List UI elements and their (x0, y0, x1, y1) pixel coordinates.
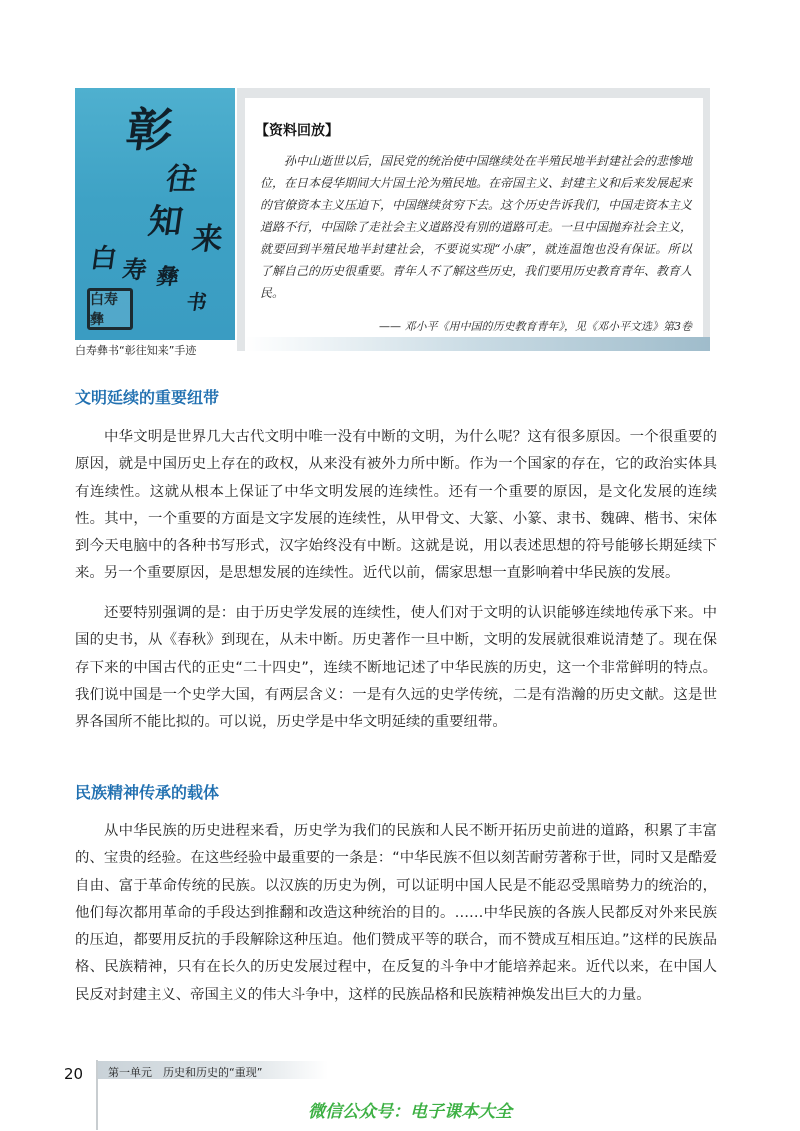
page-number: 20 (64, 1065, 84, 1083)
calligraphy-char: 来 (190, 222, 225, 257)
section-heading-national-spirit: 民族精神传承的载体 (75, 783, 220, 802)
section1-paragraph-1: 中华文明是世界几大古代文明中唯一没有中断的文明，为什么呢？这有很多原因。一个很重要的原因，就是中国历史上存在的政权，从来没有被外力所中断。作为一个国家的存在，它的政治实体具有连续性。这就从根本上保证了中华文明发展的连续性。还有一个重要的原因，是文化发展的连续性。其中，一个重要的方面是文字发展的连续性，从甲骨文、大篆、小篆、隶书、魏碑、楷书、宋体到今天电脑中的各种书写形式，汉字始终没有中断。这就是说，用以表述思想的符号能够长期延续下来。另一个重要原因，是思想发展的连续性。近代以前，儒家思想一直影响着中华民族的发展。 (75, 429, 717, 582)
calligraphy-char: 往 (164, 162, 199, 197)
calligraphy-char: 白 (88, 244, 119, 274)
calligraphy-char: 彝 (154, 264, 181, 290)
calligraphy-char: 彰 (122, 103, 177, 157)
resource-panel-body: 孙中山逝世以后，国民党的统治使中国继续处在半殖民地半封建社会的悲惨地位，在日本侵华期间大片国土沦为殖民地。在帝国主义、封建主义和后来发展起来的官僚资本主义压迫下，中国继续贫穷下去。这个历史告诉我们，中国走资本主义道路不行，中国除了走社会主义道路没有别的道路可走。一旦中国抛弃社会主义，就要回到半殖民地半封建社会，不要说实现“小康”，就连温饱也没有保证。所以了解自己的历史很重要。青年人不了解这些历史，我们要用历史教育青年、教育人民。 (260, 154, 693, 300)
seal-stamp (87, 288, 133, 330)
resource-panel-title: 【资料回放】 (255, 123, 339, 139)
seal-text: 白寿彝 (90, 292, 118, 328)
calligraphy-char: 寿 (120, 255, 149, 284)
section1-paragraph-2: 还要特别强调的是：由于历史学发展的连续性，使人们对于文明的认识能够连续地传承下来。中国的史书，从《春秋》到现在，从未中断。历史著作一旦中断，文明的发展就很难说清楚了。现在保存下来的中国古代的正史“二十四史”，连续不断地记述了中华民族的历史，这一个非常鲜明的特点。我们说中国是一个史学大国，有两层含义：一是有久远的史学传统，二是有浩瀚的历史文献。这是世界各国所不能比拟的。可以说，历史学是中华文明延续的重要纽带。 (75, 605, 717, 731)
resource-panel-bar (245, 337, 710, 351)
resource-panel-source: —— 邓小平《用中国的历史教育青年》，见《邓小平文选》第3卷 (379, 320, 692, 333)
section-heading-civilization: 文明延续的重要纽带 (75, 388, 220, 407)
calligraphy-image (75, 88, 235, 340)
watermark: 微信公众号：电子课本大全 (308, 1102, 512, 1122)
calligraphy-char: 书 (185, 290, 209, 314)
calligraphy-char: 知 (145, 202, 186, 242)
figure-caption: 白寿彝书“彰往知来”手迹 (75, 344, 197, 357)
section2-paragraph-1: 从中华民族的历史进程来看，历史学为我们的民族和人民不断开拓历史前进的道路，积累了丰富的、宝贵的经验。在这些经验中最重要的一条是：“中华民族不但以刻苦耐劳著称于世，同时又是酷爱自由、富于革命传统的民族。以汉族的历史为例，可以证明中国人民是不能忍受黑暗势力的统治的，他们每次都用革命的手段达到推翻和改造这种统治的目的。……中华民族的各族人民都反对外来民族的压迫，都要用反抗的手段解除这种压迫。他们赞成平等的联合，而不赞成互相压迫。”这样的民族品格、民族精神，只有在长久的历史发展过程中，在反复的斗争中才能培养起来。近代以来，在中国人民反对封建主义、帝国主义的伟大斗争中，这样的民族品格和民族精神焕发出巨大的力量。 (75, 823, 717, 1003)
unit-title: 第一单元 历史和历史的“重现” (108, 1066, 263, 1079)
